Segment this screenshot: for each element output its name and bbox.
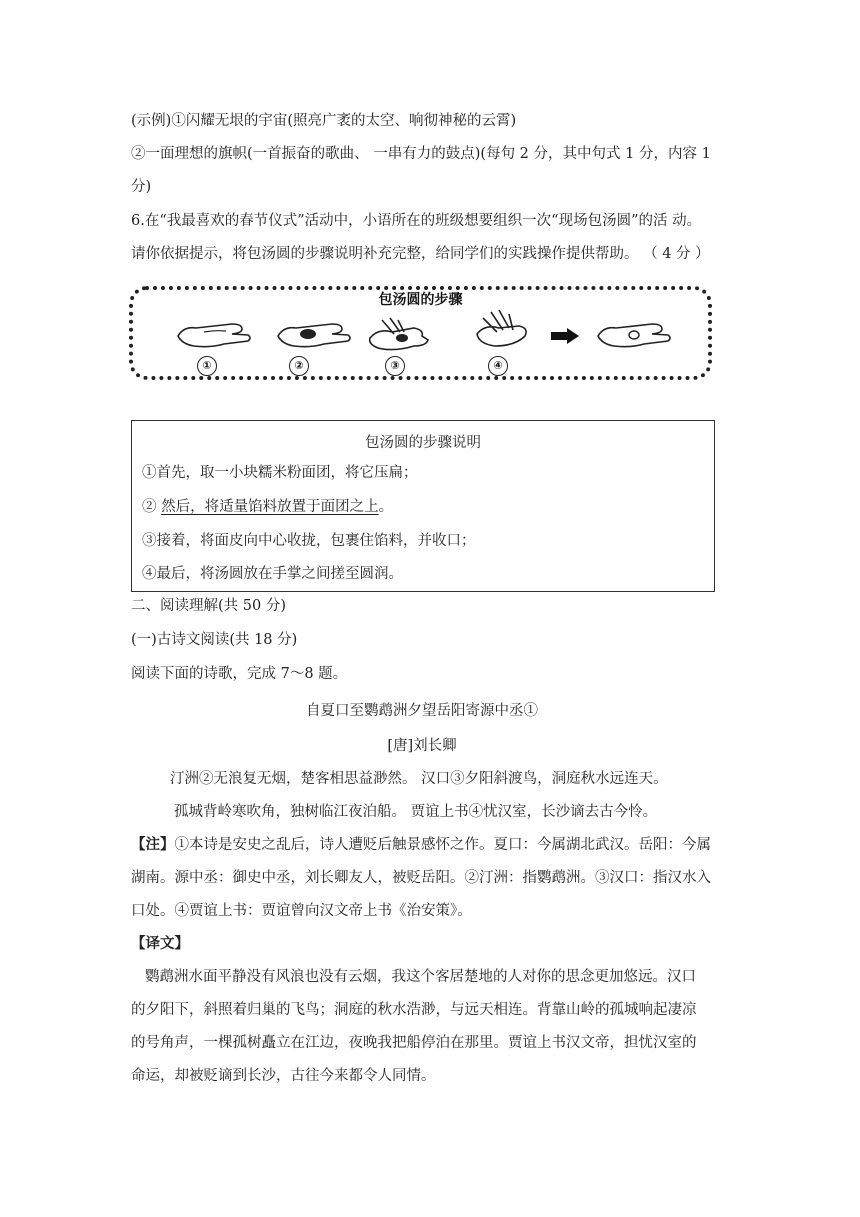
hand-flat-icon <box>174 314 254 354</box>
figure-step-3: ③ <box>385 356 405 376</box>
answer-line-3: 分) <box>131 179 152 195</box>
figure-title: 包汤圆的步骤 <box>378 292 463 308</box>
step-3-text: ③接着，将面皮向中心收拢，包裹住馅料，并收口； <box>142 533 476 549</box>
tangyuan-steps-figure <box>129 286 712 380</box>
notes-line-1: 【注】①本诗是安史之乱后，诗人遭贬后触景感怀之作。夏口：今属湖北武汉。岳阳：今属 <box>131 836 711 853</box>
arrow-right-icon <box>551 328 579 344</box>
poem-title: 自夏口至鹦鹉洲夕望岳阳寄源中丞① <box>306 703 538 719</box>
section-2-sub: (一)古诗文阅读(共 18 分) <box>131 632 298 648</box>
poem-line-2: 孤城背岭寒吹角，独树临江夜泊船。 贾谊上书④忧汉室，长沙谪去古今怜。 <box>174 804 658 820</box>
figure-step-4: ④ <box>488 356 508 376</box>
question-6-line-2: 请你依据提示，将包汤圆的步骤说明补充完整，给同学们的实践操作提供帮助。 （ 4 分 ） <box>131 246 710 262</box>
section-2-heading: 二、阅读理解(共 50 分) <box>131 598 286 614</box>
figure-step-2: ② <box>289 356 309 376</box>
step-2-end: 。 <box>378 499 394 515</box>
steps-description-box <box>131 420 715 592</box>
hand-wrap-icon <box>364 314 434 358</box>
step-4-text: ④最后，将汤圆放在手掌之间搓至圆润。 <box>142 566 403 582</box>
step-2-number: ② <box>142 499 162 515</box>
answer-line-1: (示例)①闪耀无垠的宇宙(照亮广袤的太空、响彻神秘的云霄) <box>131 113 517 129</box>
notes-label: 【注】 <box>131 836 175 853</box>
answer-line-2: ②一面理想的旗帜(一首振奋的歌曲、 一串有力的鼓点)(每句 2 分，其中句式 1 分，内容 1 <box>131 146 711 162</box>
notes-line-3: 口处。④贾谊上书：贾谊曾向汉文帝上书《治安策》。 <box>131 903 472 919</box>
step-2-answer: 然后，将适量馅料放置于面团之上 <box>161 499 379 515</box>
hand-seal-icon <box>469 308 539 354</box>
hand-roll-icon <box>594 314 674 354</box>
translation-line-1: 鹦鹉洲水面平静没有风浪也没有云烟，我这个客居楚地的人对你的思念更加悠远。汉口 <box>145 969 696 985</box>
translation-line-2: 的夕阳下，斜照着归巢的飞鸟；洞庭的秋水浩渺，与远天相连。背靠山岭的孤城响起凄凉 <box>131 1002 697 1018</box>
step-2-row <box>142 497 393 517</box>
question-6-line-1: 6.在“我最喜欢的春节仪式”活动中，小语所在的班级想要组织一次“现场包汤圆”的活 动。 <box>131 213 702 229</box>
figure-step-1: ① <box>197 356 217 376</box>
section-2-instruction: 阅读下面的诗歌，完成 7～8 题。 <box>131 666 348 682</box>
translation-line-3: 的号角声，一棵孤树矗立在江边，夜晚我把船停泊在那里。贾谊上书汉文帝，担忧汉室的 <box>131 1035 697 1051</box>
poem-line-1: 汀洲②无浪复无烟，楚客相思益渺然。 汉口③夕阳斜渡鸟，洞庭秋水远连天。 <box>170 771 668 787</box>
step-1-text: ①首先，取一小块糯米粉面团，将它压扁； <box>142 465 418 481</box>
notes-line-2: 湖南。源中丞：御史中丞，刘长卿友人，被贬岳阳。②汀洲：指鹦鹉洲。③汉口：指汉水入 <box>131 870 711 886</box>
steps-box-title: 包汤圆的步骤说明 <box>365 435 481 451</box>
translation-line-4: 命运，却被贬谪到长沙，古往今来都令人同情。 <box>131 1068 436 1084</box>
poem-author: [唐]刘长卿 <box>387 738 457 754</box>
translation-label: 【译文】 <box>131 935 189 952</box>
hand-press-icon <box>274 314 354 354</box>
